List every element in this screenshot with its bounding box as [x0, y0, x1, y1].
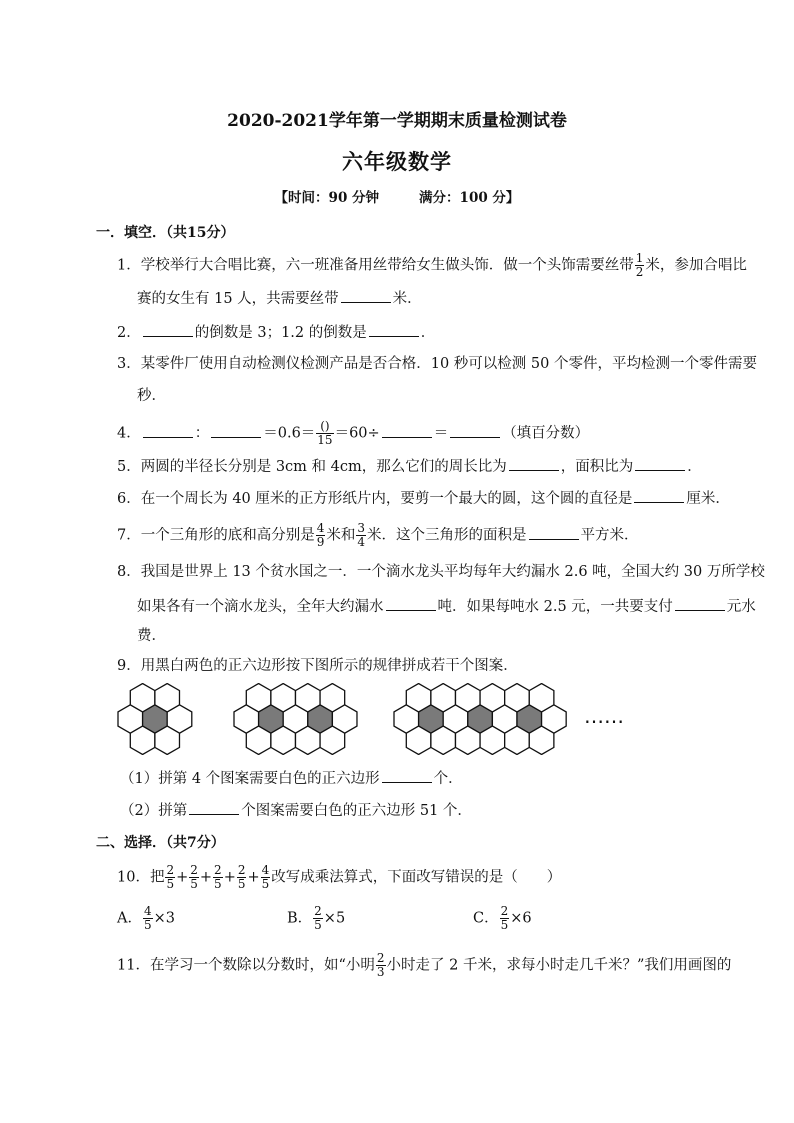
question-9-part-2: （2）拼第 个图案需要白色的正六边形 51 个．: [120, 800, 720, 821]
question-2: 2． 的倒数是 3；1.2 的倒数是 ．: [117, 322, 717, 343]
question-8-line-3: 费．: [137, 628, 166, 644]
hexagon-pattern-figure: [110, 683, 670, 755]
white-hexagon: [155, 726, 180, 754]
q1-text-4: 米．: [392, 291, 422, 307]
white-hexagon: [246, 726, 271, 754]
answer-blank[interactable]: [509, 456, 559, 471]
answer-blank[interactable]: [529, 525, 579, 540]
white-hexagon: [455, 726, 480, 754]
answer-blank[interactable]: [635, 456, 685, 471]
answer-blank[interactable]: [341, 288, 391, 303]
answer-blank[interactable]: [634, 488, 684, 503]
white-hexagon: [320, 726, 345, 754]
answer-blank[interactable]: [450, 423, 500, 438]
white-hexagon: [155, 684, 180, 712]
question-6: 6．在一个周长为 40 厘米的正方形纸片内，要剪一个最大的圆，这个圆的直径是 厘米．: [117, 488, 717, 509]
white-hexagon: [295, 684, 320, 712]
white-hexagon: [271, 684, 296, 712]
white-hexagon: [271, 726, 296, 754]
answer-blank[interactable]: [143, 322, 193, 337]
answer-blank[interactable]: [382, 423, 432, 438]
question-4: 4． ： ＝0.6＝ $\frac{()}{15}$ ＝60÷ ＝ （填百分数）: [117, 419, 590, 447]
white-hexagon: [480, 684, 505, 712]
answer-blank[interactable]: [189, 800, 239, 815]
answer-blank[interactable]: [386, 596, 436, 611]
white-hexagon: [320, 684, 345, 712]
question-5: 5．两圆的半径长分别是 3cm 和 4cm，那么它们的周长比为 ，面积比为 ．: [117, 456, 717, 477]
exam-subtitle: 六年级数学: [342, 149, 452, 174]
question-1-line-2: [137, 288, 737, 309]
answer-blank[interactable]: [382, 768, 432, 783]
option-a[interactable]: A． $\frac{4}{5}$ ×3: [117, 904, 175, 932]
q1-text: 1．学校举行大合唱比赛，六一班准备用丝带给女生做头饰．做一个头饰需要丝带: [117, 257, 634, 274]
time-info: 【时间：90 分钟: [274, 190, 380, 206]
white-hexagon: [130, 726, 155, 754]
white-hexagon: [529, 726, 554, 754]
white-hexagon: [455, 684, 480, 712]
question-3-line-2: 秒．: [137, 388, 166, 404]
question-10: 10．把 $\frac{2}{5}$ + $\frac{2}{5}$ + $\frac{2}{5}$ + $\frac{2}{5}$ + $\frac{4}{5}$ 改写成乘法算式，下面改写错误的是（ ）: [117, 863, 562, 891]
q1-fraction: $\frac{1}{2}$: [635, 251, 644, 279]
white-hexagon: [130, 684, 155, 712]
answer-blank[interactable]: [369, 322, 419, 337]
question-8-line-2: 如果各有一个滴水龙头，全年大约漏水 吨．如果每吨水 2.5 元，一共要支付 元水: [137, 596, 737, 617]
q4-fraction: $\frac{()}{15}$: [317, 419, 333, 447]
answer-blank[interactable]: [143, 423, 193, 438]
white-hexagon: [431, 684, 456, 712]
exam-title: 2020-2021学年第一学期期末质量检测试卷: [227, 111, 567, 131]
white-hexagon: [406, 726, 431, 754]
white-hexagon: [295, 726, 320, 754]
q1-text-3: 赛的女生有 15 人，共需要丝带: [137, 291, 339, 307]
white-hexagon: [529, 684, 554, 712]
white-hexagon: [406, 684, 431, 712]
score-info: 满分：100 分】: [419, 190, 520, 206]
white-hexagon: [505, 684, 530, 712]
section-fill-heading: 一．填空．（共15分）: [96, 225, 235, 241]
option-b[interactable]: B． $\frac{2}{5}$ ×5: [287, 904, 346, 932]
question-8-line-1: 8．我国是世界上 13 个贫水国之一．一个滴水龙头平均每年大约漏水 2.6 吨，全国大约 30 万所学校: [117, 564, 765, 580]
q1-text-2: 米，参加合唱比: [645, 257, 747, 274]
exam-info: [0, 186, 794, 206]
question-3-line-1: 3．某零件厂使用自动检测仪检测产品是否合格．10 秒可以检测 50 个零件，平均检测一个零件需要: [117, 356, 757, 372]
question-11: 11．在学习一个数除以分数时，如“小明 $\frac{2}{3}$ 小时走了 2 千米，求每小时走几千米？”我们用画图的: [117, 951, 732, 979]
white-hexagon: [246, 684, 271, 712]
continuation-dots: ……: [584, 704, 624, 728]
question-9-part-1: （1）拼第 4 个图案需要白色的正六边形 个．: [120, 768, 720, 789]
white-hexagon: [431, 726, 456, 754]
white-hexagon: [480, 726, 505, 754]
q7-fraction-2: $\frac{3}{4}$: [357, 521, 366, 549]
answer-blank[interactable]: [211, 423, 261, 438]
section-choice-heading: 二、选择．（共7分）: [96, 835, 225, 851]
question-7: 7．一个三角形的底和高分别是 $\frac{4}{9}$ 米和 $\frac{3}{4}$ 米．这个三角形的面积是 平方米．: [117, 521, 639, 549]
answer-blank[interactable]: [675, 596, 725, 611]
hexagon-group: [118, 684, 566, 755]
q7-fraction-1: $\frac{4}{9}$: [316, 521, 325, 549]
option-c[interactable]: C． $\frac{2}{5}$ ×6: [473, 904, 532, 932]
question-9: 9．用黑白两色的正六边形按下图所示的规律拼成若干个图案．: [117, 658, 518, 674]
white-hexagon: [505, 726, 530, 754]
question-1-line-1: [117, 251, 747, 279]
